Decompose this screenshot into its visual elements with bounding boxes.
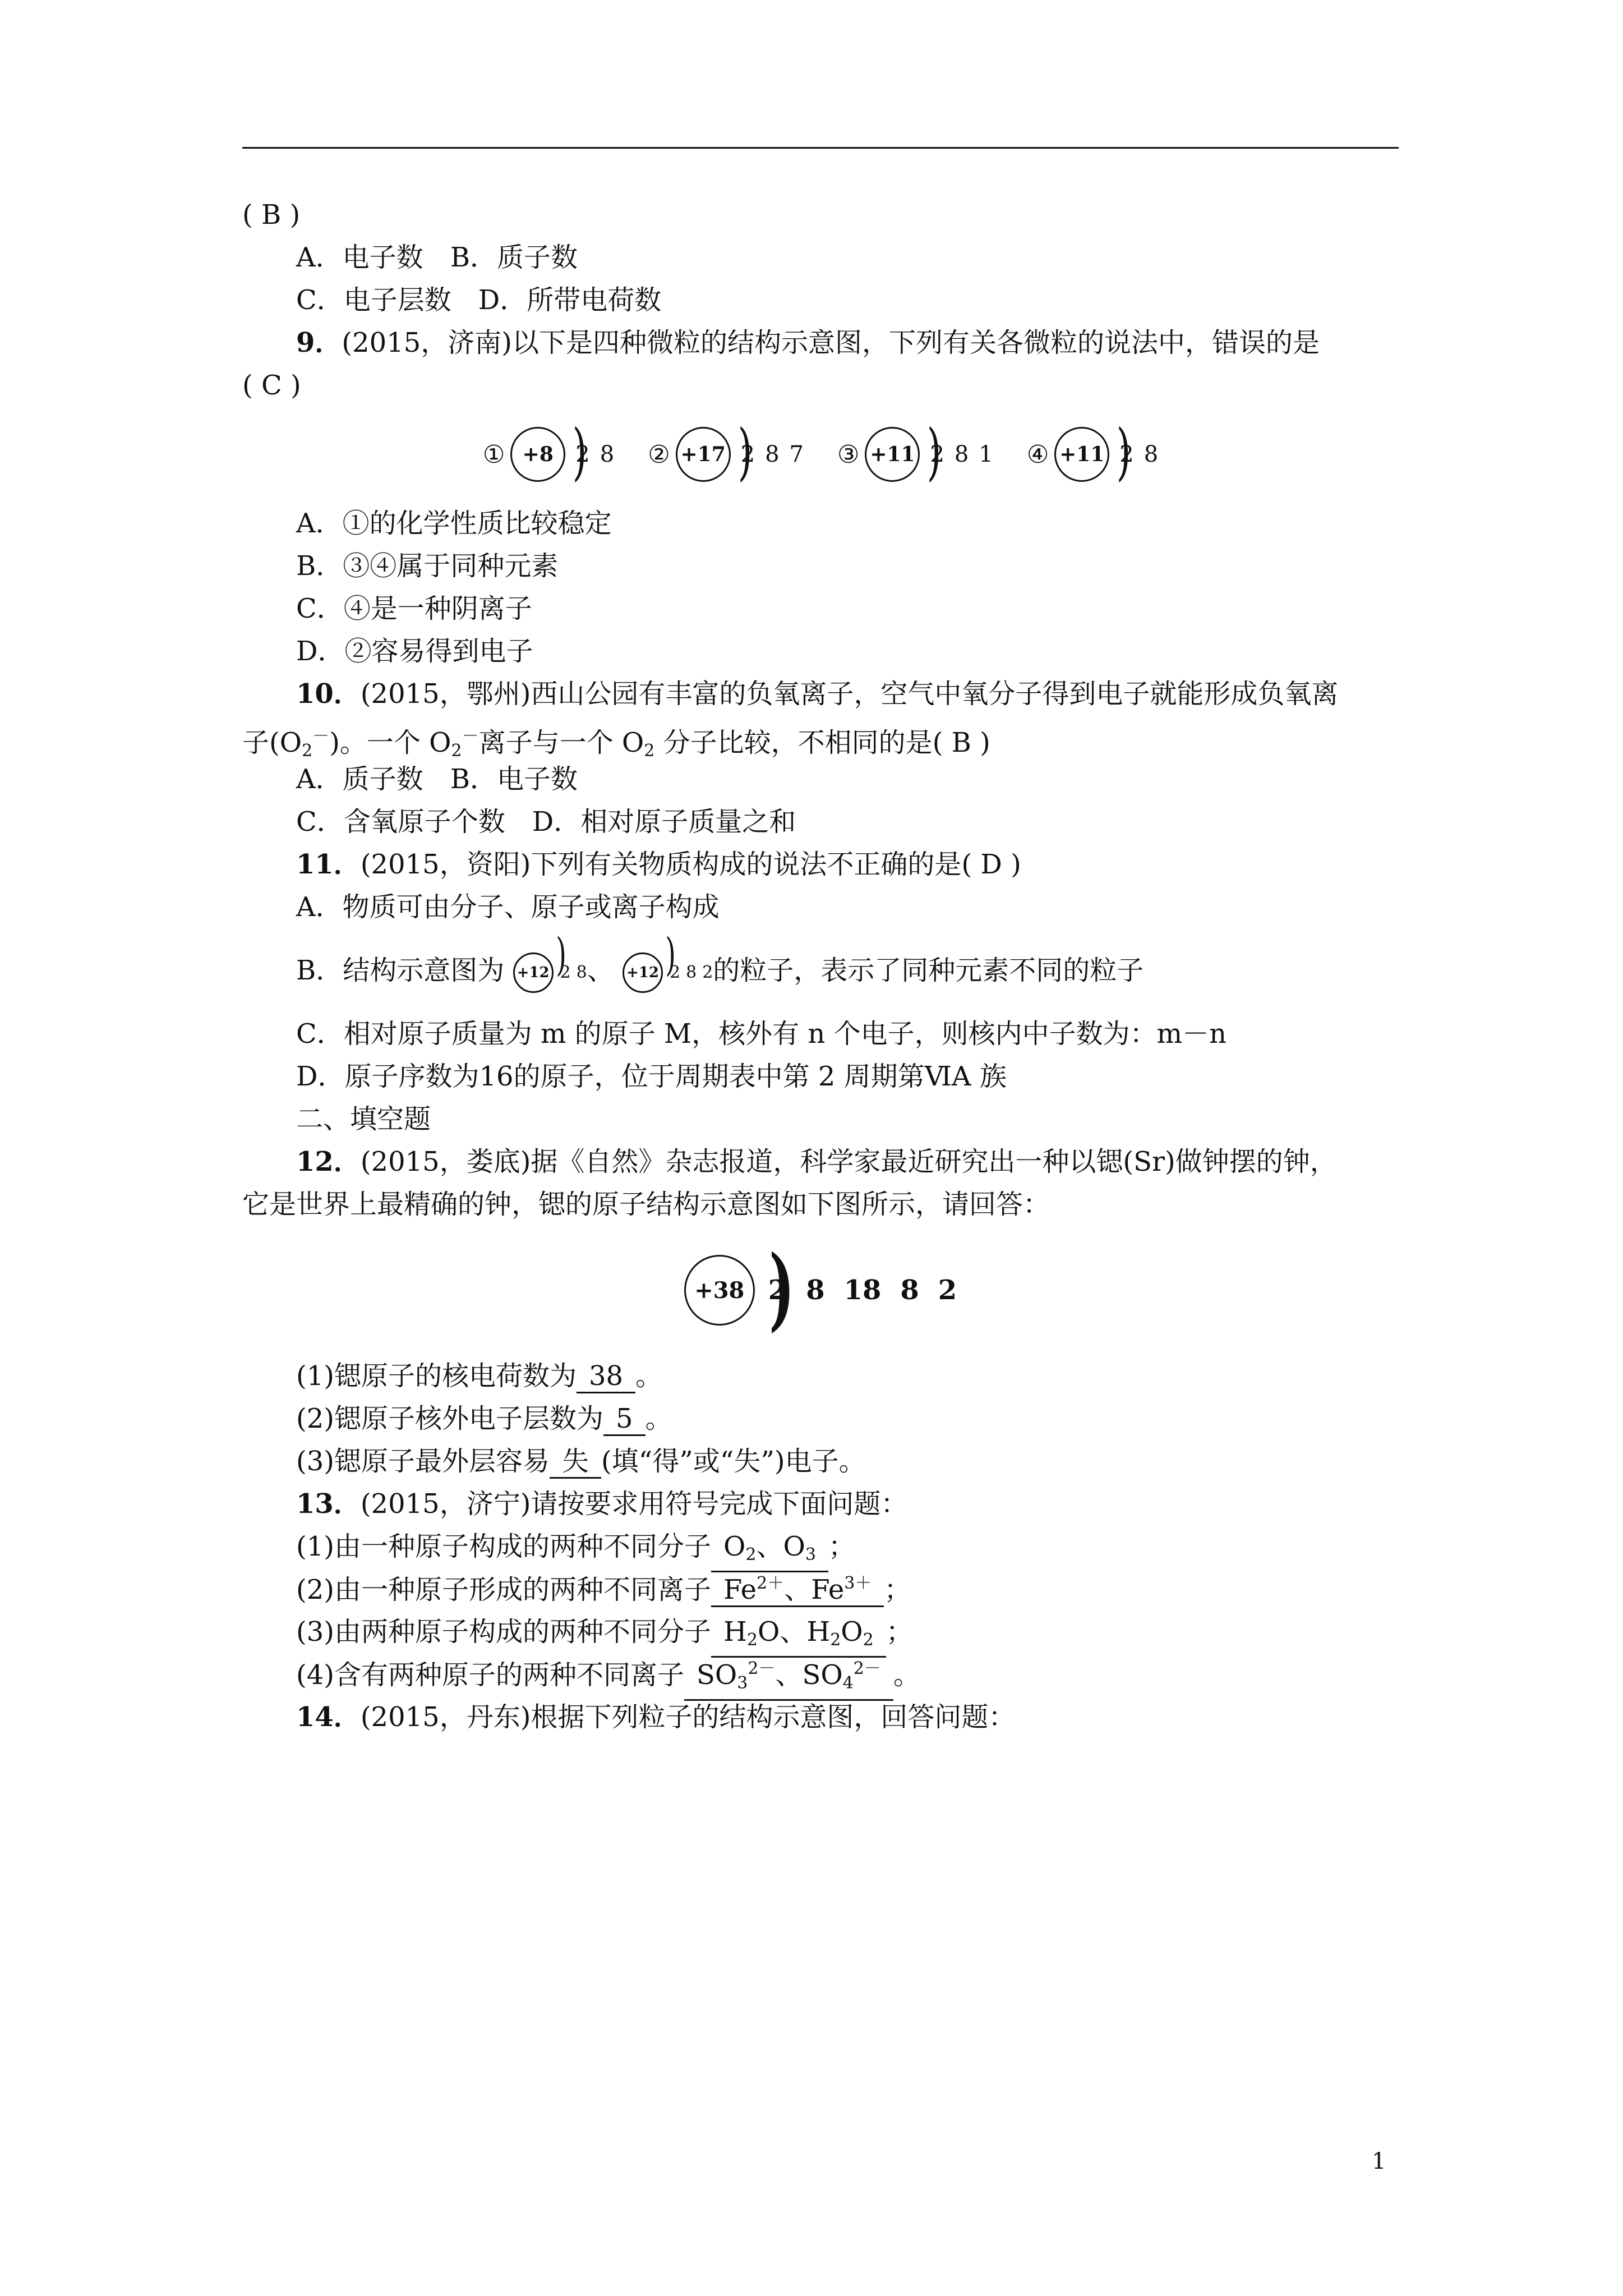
section-heading-fill-blank: 二、填空题: [296, 1103, 431, 1135]
q8-options-cd: C．电子层数 D．所带电荷数: [296, 284, 662, 316]
strontium-atom-diagram: [242, 1226, 1399, 1355]
q9-option-c: C．④是一种阴离子: [296, 593, 532, 624]
answer-blank: 38: [577, 1360, 635, 1393]
nucleus: +11: [865, 427, 920, 482]
answer-blank: $Fe^{2+}$、$Fe^{3+}$: [711, 1568, 884, 1607]
q11-stem: 11．(2015，资阳)下列有关物质构成的说法不正确的是( D ): [296, 849, 1021, 880]
q13-stem: 13．(2015，济宁)请按要求用符号完成下面问题：: [296, 1488, 908, 1520]
q13-part-4: (4)含有两种原子的两种不同离子 $SO_3^{2-}$、$SO_4^{2-}$ 。: [242, 1653, 1399, 1696]
q9-option-b: B．③④属于同种元素: [296, 550, 559, 582]
electron-shells: ) 2 8 18 8 2: [768, 1274, 957, 1306]
q12-part-3: (3)锶原子最外层容易 失 (填“得”或“失”)电子。: [242, 1440, 1399, 1483]
q10-stem-line1: 10．(2015，鄂州)西山公园有丰富的负氧离子，空气中氧分子得到电子就能形成负氧离: [296, 678, 1339, 710]
atom-diagram-1: ① +8 ) 2 8: [483, 427, 614, 482]
answer-blank: $SO_3^{2-}$、$SO_4^{2-}$: [684, 1653, 893, 1701]
q13-part-3: (3)由两种原子构成的两种不同分子 $H_2O$、$H_2O_2$ ；: [242, 1611, 1399, 1653]
nucleus: +8: [510, 427, 565, 482]
q12-part-2: (2)锶原子核外电子层数为 5 。: [242, 1397, 1399, 1440]
q11-atom-1: [513, 931, 587, 1015]
answer-blank: 失: [550, 1446, 601, 1479]
atom-diagram-3: ③ +11 ) 2 8 1: [837, 427, 993, 482]
nucleus: +11: [1054, 427, 1109, 482]
q11-option-d: D．原子序数为16的原子，位于周期表中第 2 周期第ⅥA 族: [296, 1061, 1007, 1092]
q9-option-a: A．①的化学性质比较稳定: [296, 508, 612, 539]
q13-part-2: (2)由一种原子形成的两种不同离子 $Fe^{2+}$、$Fe^{3+}$ ；: [242, 1568, 1399, 1611]
electron-shells: ) 2 8: [575, 441, 614, 467]
answer-blank: $H_2O$、$H_2O_2$: [711, 1616, 886, 1658]
electron-shells: ) 2 8 1: [930, 441, 993, 467]
atom-diagram-2: ② +17 ) 2 8 7: [648, 427, 804, 482]
q14-stem: 14．(2015，丹东)根据下列粒子的结构示意图，回答问题：: [296, 1701, 1016, 1733]
q11-option-b: B．结构示意图为 +12 ) 2 8 、 +12 ) 2 8 2 的粒子，表示了同种元素不同的粒子: [242, 928, 1399, 1013]
header-rule: [242, 147, 1399, 149]
nucleus: +17: [676, 427, 731, 482]
q10-stem-line2: 子$(O_2^-)$。一个 $O_2^-$离子与一个 $O_2$ 分子比较，不相同的是( B ): [242, 726, 990, 761]
nucleus: +12: [513, 953, 554, 993]
electron-shells: ) 2 8: [1119, 441, 1158, 467]
q13-part-1: (1)由一种原子构成的两种不同分子 $O_2$、$O_3$ ；: [242, 1525, 1399, 1568]
electron-shells: ) 2 8 2: [670, 931, 713, 1015]
page-number: 1: [1372, 2148, 1386, 2174]
q12-stem-line1: 12．(2015，娄底)据《自然》杂志报道，科学家最近研究出一种以锶(Sr)做钟摆的钟，: [296, 1146, 1337, 1177]
electron-shells: ) 2 8 7: [741, 441, 804, 467]
q8-options-ab: A．电子数 B．质子数: [296, 242, 578, 273]
answer-blank: $O_2$、$O_3$: [711, 1531, 828, 1572]
electron-shells: ) 2 8: [560, 931, 587, 1015]
nucleus: +38: [684, 1255, 755, 1326]
q12-stem-line2: 它是世界上最精确的钟，锶的原子结构示意图如下图所示，请回答：: [242, 1189, 1050, 1220]
q10-options-ab: A．质子数 B．电子数: [296, 763, 578, 795]
q11-atom-2: [623, 931, 713, 1015]
q9-stem: 9．(2015，济南)以下是四种微粒的结构示意图，下列有关各微粒的说法中，错误的是: [296, 327, 1320, 358]
q9-option-d: D．②容易得到电子: [296, 636, 533, 667]
q11-option-a: A．物质可由分子、原子或离子构成: [296, 891, 720, 923]
answer-blank: 5: [603, 1403, 645, 1436]
nucleus: +12: [623, 953, 663, 993]
q9-answer: ( C ): [242, 370, 301, 401]
q11-option-c: C．相对原子质量为 m 的原子 M，核外有 n 个电子，则核内中子数为：m－n: [296, 1018, 1227, 1050]
atom-diagram-4: ④ +11 ) 2 8: [1027, 427, 1158, 482]
q9-diagrams: [242, 407, 1399, 502]
q10-options-cd: C．含氧原子个数 D．相对原子质量之和: [296, 806, 796, 838]
q8-answer: ( B ): [242, 199, 301, 231]
document-body: [242, 194, 1399, 1738]
q12-part-1: (1)锶原子的核电荷数为 38 。: [242, 1355, 1399, 1397]
